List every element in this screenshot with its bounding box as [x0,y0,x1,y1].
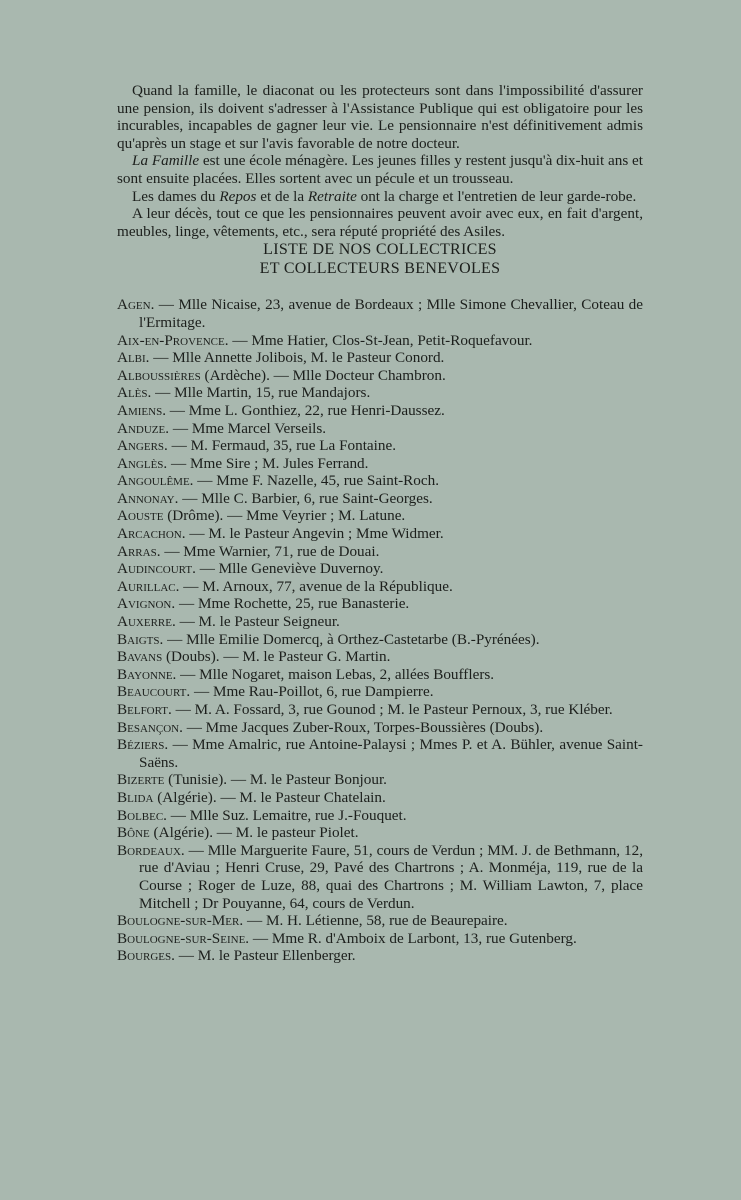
collector-details: — Mlle Suz. Lemaitre, rue J.-Fouquet. [166,806,407,824]
collector-details: (Algérie). — M. le Pasteur Chatelain. [153,788,386,806]
city-name: Béziers. [117,736,169,754]
intro-section [117,82,643,240]
city-name: Agen. [117,296,155,314]
list-item [117,912,643,930]
intro-paragraph-2-text: est une école ménagère. Les jeunes filles y restent jusqu'à dix-huit ans et sont ensuite placées. Elles sortent avec un pécule et un trousseau. [117,152,644,187]
city-name: Anduze. [117,419,170,437]
city-name: Blida [117,788,154,806]
city-name: Alboussières [117,366,201,384]
list-item [117,525,643,543]
city-name: Angoulême. [117,472,194,490]
city-name: Aouste [117,507,164,525]
list-item [117,807,643,825]
city-name: Bordeaux. [117,841,185,859]
collector-details: — Mlle Nicaise, 23, avenue de Bordeaux ; Mlle Simone Chevallier, Coteau de l'Ermitage. [139,296,643,331]
list-item [117,296,643,331]
list-item [117,402,643,420]
list-item [117,613,643,631]
collector-details: — M. Fermaud, 35, rue La Fontaine. [167,437,397,455]
list-item [117,472,643,490]
collector-details: — M. le Pasteur Angevin ; Mme Widmer. [185,525,444,543]
collector-details: — Mlle Martin, 15, rue Mandajors. [151,384,371,402]
collector-details: (Tunisie). — M. le Pasteur Bonjour. [164,771,387,789]
intro-paragraph-4: A leur décès, tout ce que les pensionnaires peuvent avoir avec eux, en fait d'argent, meubles, linge, vêtements, etc., sera réputé propriété des Asiles. [117,205,643,240]
list-item [117,560,643,578]
intro-paragraph-3 [117,188,643,206]
city-name: Bolbec. [117,806,167,824]
collector-details: — Mme Amalric, rue Antoine-Palaysi ; Mmes P. et A. Bühler, avenue Saint-Saëns. [139,736,643,771]
list-item [117,437,643,455]
list-item [117,789,643,807]
city-name: Aix-en-Provence. [117,331,229,349]
collector-details: — Mme Rau-Poillot, 6, rue Dampierre. [190,683,434,701]
list-item [117,648,643,666]
collector-details: — Mme Hatier, Clos-St-Jean, Petit-Roquefavour. [228,331,533,349]
retraite-italic: Retraite [307,187,357,205]
list-item [117,930,643,948]
la-famille-italic: La Famille [132,152,200,170]
city-name: Audincourt. [117,560,196,578]
collector-details: — Mme R. d'Amboix de Larbont, 13, rue Gutenberg. [249,929,577,947]
collector-details: — Mlle Nogaret, maison Lebas, 2, allées Boufflers. [176,665,495,683]
city-name: Bizerte [117,771,165,789]
city-name: Albi. [117,349,150,367]
list-heading [117,240,643,278]
collector-details: — Mlle Geneviève Duvernoy. [195,560,384,578]
city-name: Auxerre. [117,613,176,631]
city-name: Aurillac. [117,577,180,595]
city-name: Amiens. [117,401,166,419]
collectors-list [117,296,643,965]
list-item [117,947,643,965]
city-name: Bayonne. [117,665,177,683]
collector-details: — Mme Marcel Verseils. [169,419,327,437]
list-item [117,736,643,771]
list-item [117,490,643,508]
city-name: Bourges. [117,947,175,965]
city-name: Annonay. [117,489,179,507]
collector-details: — Mme Jacques Zuber-Roux, Torpes-Boussières (Doubs). [182,718,544,736]
intro-paragraph-3-part-b: et de la [256,187,308,205]
repos-italic: Repos [219,187,257,205]
list-item [117,771,643,789]
collector-details: — M. le Pasteur Ellenberger. [174,947,356,965]
list-item [117,455,643,473]
list-item [117,543,643,561]
collector-details: (Algérie). — M. le pasteur Piolet. [149,824,359,842]
list-item [117,666,643,684]
collector-details: — Mlle Annette Jolibois, M. le Pasteur Conord. [149,349,445,367]
collector-details: — M. le Pasteur Seigneur. [175,613,340,631]
collector-details: — Mme L. Gonthiez, 22, rue Henri-Daussez. [166,401,445,419]
collector-details: — Mme Sire ; M. Jules Ferrand. [167,454,369,472]
list-item [117,595,643,613]
collector-details: — Mme Warnier, 71, rue de Douai. [160,542,380,560]
list-item [117,420,643,438]
city-name: Belfort. [117,701,172,718]
collector-details: (Ardèche). — Mlle Docteur Chambron. [200,366,446,384]
list-item [117,683,643,701]
collector-details: — Mme Rochette, 25, rue Banasterie. [175,595,410,613]
list-heading-line-1: LISTE DE NOS COLLECTRICES [263,241,497,259]
city-name: Anglès. [117,454,168,472]
intro-paragraph-1: Quand la famille, le diaconat ou les protecteurs sont dans l'impossibilité d'assurer une pension, ils doivent s'adresser à l'Assistance Publique qui est obligatoire pour les incurables, incapables de gagner leur vie. Le pensionnaire n'est définitivement admis qu'après un stage et sur l'avis favorable de notre docteur. [117,82,643,152]
list-item [117,701,643,719]
collector-details: — M. A. Fossard, 3, rue Gounod ; M. le Pasteur Pernoux, 3, rue Kléber. [171,701,613,718]
list-item [117,842,643,912]
city-name: Besançon. [117,718,183,736]
list-item [117,367,643,385]
list-heading-line-2: ET COLLECTEURS BENEVOLES [259,260,501,278]
collector-details: — Mlle Marguerite Faure, 51, cours de Verdun ; MM. J. de Bethmann, 12, rue d'Aviau ; Henri Cruse, 29, Pavé des Chartrons ; A. Monméja, 119, rue de la Course ; Roger de Luze, 88, quai des Chartrons ; M. William Lawton, 7, place Mitchell ; Dr Pouyanne, 64, cours de Verdun. [139,841,643,912]
collector-details: — Mlle C. Barbier, 6, rue Saint-Georges. [178,489,433,507]
collector-details: — M. H. Létienne, 58, rue de Beaurepaire. [243,912,508,930]
list-item [117,384,643,402]
city-name: Alès. [117,384,152,402]
collector-details: (Doubs). — M. le Pasteur G. Martin. [162,648,391,666]
city-name: Angers. [117,437,168,455]
city-name: Arcachon. [117,525,186,543]
intro-paragraph-2 [117,152,643,187]
city-name: Bavans [117,648,163,666]
intro-paragraph-3-part-c: ont la charge et l'entretien de leur garde-robe. [356,187,637,205]
collector-details: — Mlle Emilie Domercq, à Orthez-Castetarbe (B.-Pyrénées). [163,630,540,648]
city-name: Arras. [117,542,161,560]
list-item [117,578,643,596]
list-item [117,507,643,525]
collector-details: — M. Arnoux, 77, avenue de la République. [179,577,453,595]
collector-details: — Mme F. Nazelle, 45, rue Saint-Roch. [193,472,440,490]
list-item [117,332,643,350]
city-name: Boulogne-sur-Seine. [117,929,250,947]
city-name: Baigts. [117,630,164,648]
list-item [117,631,643,649]
list-item [117,824,643,842]
collector-details: (Drôme). — Mme Veyrier ; M. Latune. [163,507,406,525]
list-item [117,349,643,367]
intro-paragraph-3-part-a: Les dames du [132,187,220,205]
page-content [117,82,643,965]
city-name: Beaucourt. [117,683,191,701]
city-name: Bône [117,824,150,842]
city-name: Boulogne-sur-Mer. [117,912,244,930]
list-item [117,719,643,737]
city-name: Avignon. [117,595,176,613]
